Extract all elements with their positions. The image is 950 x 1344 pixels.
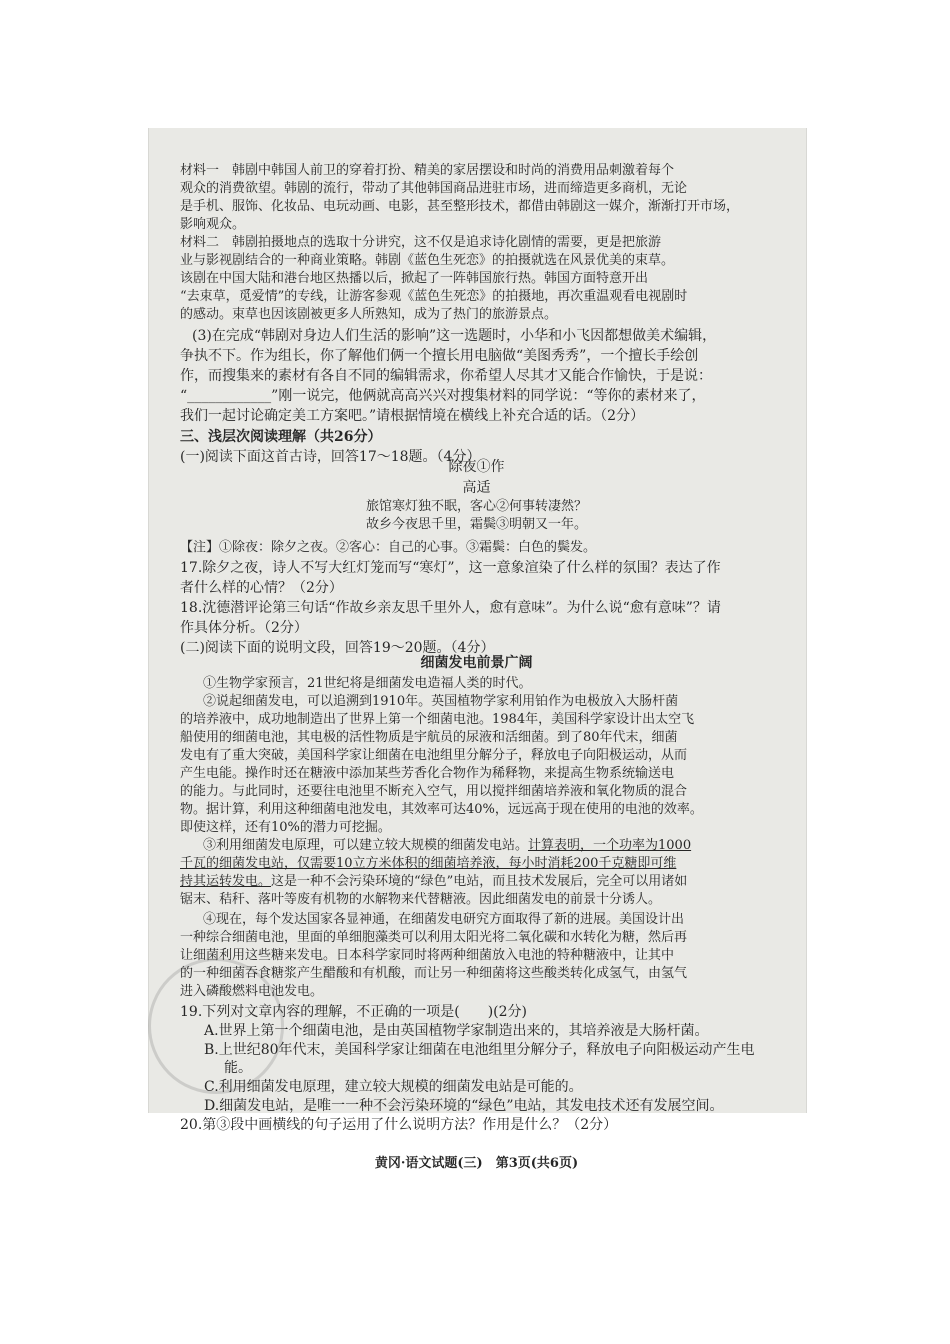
text-line: 业与影视剧结合的一种商业策略。韩剧《蓝色生死恋》的拍摄就选在风景优美的束草。 <box>180 253 675 268</box>
poem-note: 【注】①除夜：除夕之夜。②客心：自己的心事。③霜鬓：白色的鬓发。 <box>180 540 597 555</box>
text-line: 作具体分析。（2分） <box>180 620 308 636</box>
question-20: 20.第③段中画横线的句子运用了什么说明方法？作用是什么？（2分） <box>180 1117 618 1133</box>
text-line: “____________”刚一说完，他俩就高高兴兴对搜集材料的同学说：“等你的素材来了， <box>180 388 706 404</box>
text-line: 作，而搜集来的素材有各自不同的编辑需求，你希望人尽其才又能合作愉快，于是说： <box>180 368 712 384</box>
text-line: 是手机、服饰、化妆品、电玩动画、电影，甚至整形技术，都借由韩剧这一媒介，渐渐打开市场， <box>180 199 740 214</box>
paragraph-1: ①生物学家预言，21世纪将是细菌发电造福人类的时代。 <box>203 676 532 691</box>
text-line: 产生电能。操作时还在糖液中添加某些芳香化合物作为稀释物，来提高生物系统输送电 <box>180 766 675 781</box>
option-c: C.利用细菌发电原理，建立较大规模的细菌发电站是可能的。 <box>204 1079 583 1095</box>
text-span: ③利用细菌发电原理，可以建立较大规模的细菌发电站。 <box>203 838 529 853</box>
question-17: 17.除夕之夜，诗人不写大红灯笼而写“寒灯”，这一意象渲染了什么样的氛围？表达了作 <box>180 560 721 576</box>
text-span: 这是一种不会污染环境的“绿色”电站，而且技术发展后，完全可以用诸如 <box>271 874 688 889</box>
poem-author: 高适 <box>462 480 491 496</box>
text-line: 该剧在中国大陆和港台地区热播以后，掀起了一阵韩国旅行热。韩国方面特意开出 <box>180 271 649 286</box>
text-line: 即使这样，还有10%的潜力可挖掘。 <box>180 820 391 835</box>
text-line: 一种综合细菌电池，里面的单细胞藻类可以利用太阳光将二氧化碳和水转化为糖，然后再 <box>180 930 688 945</box>
paragraph-4: ④现在，每个发达国家各显神通，在细菌发电研究方面取得了新的进展。美国设计出 <box>203 912 685 927</box>
text-line: “去束草，觅爱情”的专线，让游客参观《蓝色生死恋》的拍摄地，再次重温观看电视剧时 <box>180 289 688 304</box>
option-d: D.细菌发电站，是唯一一种不会污染环境的“绿色”电站，其发电技术还有发展空间。 <box>204 1098 724 1114</box>
text-line: 发电有了重大突破，美国科学家让细菌在电池组里分解分子，释放电子向阳极运动，从而 <box>180 748 688 763</box>
text-line: 船使用的细菌电池，其电极的活性物质是宇航员的尿液和活细菌。到了80年代末，细菌 <box>180 730 678 745</box>
paragraph-2: ②说起细菌发电，可以追溯到1910年。英国植物学家利用铂作为电极放入大肠杆菌 <box>203 694 679 709</box>
text-line: 能。 <box>224 1060 252 1076</box>
text-line: 者什么样的心情？（2分） <box>180 580 343 596</box>
text-line: 进入磷酸燃料电池发电。 <box>180 984 324 999</box>
text-line: 的培养液中，成功地制造出了世界上第一个细菌电池。1984年，美国科学家设计出太空飞 <box>180 712 695 727</box>
question-3: (3)在完成“韩剧对身边人们生活的影响”这一选题时，小华和小飞因都想做美术编辑， <box>192 328 717 344</box>
underlined-sentence: 千瓦的细菌发电站，仅需要10立方米体积的细菌培养液，每小时消耗200千克糖即可维 <box>180 856 677 871</box>
text-line: 的能力。与此同时，还要往电池里不断充入空气，用以搅拌细菌培养液和氧化物质的混合 <box>180 784 688 799</box>
text-line: 观众的消费欲望。韩剧的流行，带动了其他韩国商品进驻市场，进而缔造更多商机，无论 <box>180 181 688 196</box>
text-line: 的感动。束草也因该剧被更多人所熟知，成为了热门的旅游景点。 <box>180 307 558 322</box>
question-18: 18.沈德潜评论第三句话“作故乡亲友思千里外人，愈有意味”。为什么说“愈有意味”？请 <box>180 600 721 616</box>
paragraph-3 <box>203 838 691 854</box>
option-b: B.上世纪80年代末，美国科学家让细菌在电池组里分解分子，释放电子向阳极运动产生电 <box>204 1042 755 1058</box>
text-line: 物。据计算，利用这种细菌电池发电，其效率可达40%，远远高于现在使用的电池的效率。 <box>180 802 703 817</box>
text-line: 让细菌利用这些糖来发电。日本科学家同时将两种细菌放入电池的特种糖液中，让其中 <box>180 948 675 963</box>
material-one-line: 材料一 韩剧中韩国人前卫的穿着打扮、精美的家居摆设和时尚的消费用品刺激着每个 <box>180 163 675 178</box>
underlined-sentence: 计算表明，一个功率为1000 <box>528 838 692 853</box>
text-line: 的一种细菌吞食糖浆产生醋酸和有机酸，而让另一种细菌将这些酸类转化成氢气，由氢气 <box>180 966 688 981</box>
text-line: 我们一起讨论确定美工方案吧。”请根据情境在横线上补充合适的话。（2分） <box>180 408 645 424</box>
poem-line: 故乡今夜思千里，霜鬓③明朝又一年。 <box>365 517 587 532</box>
text-line: 锯末、秸秆、落叶等废有机物的水解物来代替糖液。因此细菌发电的前景十分诱人。 <box>180 892 662 907</box>
question-19: 19.下列对文章内容的理解，不正确的一项是( )(2分) <box>180 1004 528 1020</box>
poem-title: 除夜①作 <box>448 459 505 475</box>
text-line: 争执不下。作为组长，你了解他们俩一个擅长用电脑做“美图秀秀”，一个擅长手绘创 <box>180 348 699 364</box>
underlined-sentence: 持其运转发电。 <box>180 874 272 889</box>
reading-instruction: (二)阅读下面的说明文段，回答19～20题。（4分） <box>180 640 495 656</box>
section-heading: 三、浅层次阅读理解（共26分） <box>180 429 382 445</box>
reading-instruction: (一)阅读下面这首古诗，回答17～18题。（4分） <box>180 449 481 465</box>
material-two-line: 材料二 韩剧拍摄地点的选取十分讲究，这不仅是追求诗化剧情的需要，更是把旅游 <box>180 235 662 250</box>
poem-line: 旅馆寒灯独不眠，客心②何事转凄然？ <box>365 499 587 514</box>
page-footer: 黄冈·语文试题(三) 第3页(共6页) <box>374 1156 579 1171</box>
text-line <box>180 874 687 890</box>
option-a: A.世界上第一个细菌电池，是由英国植物学家制造出来的，其培养液是大肠杆菌。 <box>204 1023 709 1039</box>
article-title: 细菌发电前景广阔 <box>420 655 533 671</box>
text-line: 影响观众。 <box>180 217 246 232</box>
